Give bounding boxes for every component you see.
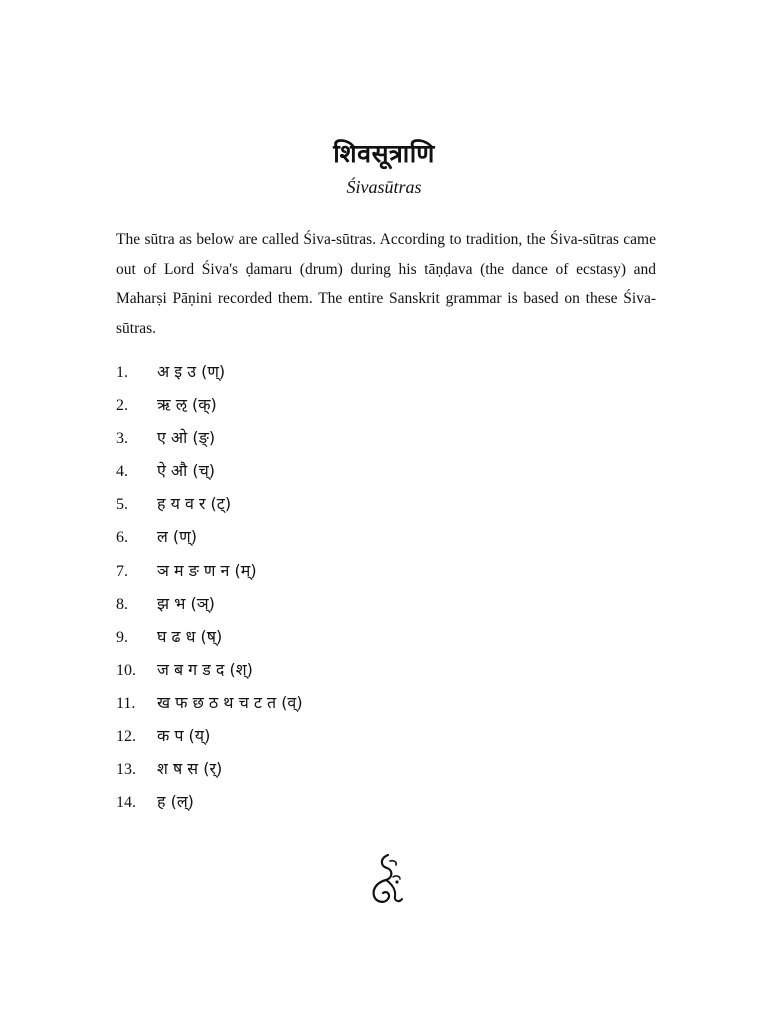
sutra-text: क प (य्) [157, 726, 211, 746]
sutra-number: 5. [116, 496, 128, 514]
sutra-text: श ष स (र्) [157, 759, 223, 779]
sutra-item [116, 625, 303, 658]
page-subtitle: Śivasūtras [346, 177, 422, 197]
sutra-item [116, 393, 303, 426]
sutra-text: ज ब ग ड द (श्) [157, 659, 253, 679]
sutra-text: घ ढ ध (ष्) [157, 626, 223, 646]
sutra-text: अ इ उ (ण्) [157, 362, 226, 381]
sutra-number: 10. [116, 661, 136, 679]
sutra-number: 8. [116, 595, 128, 613]
sutra-item [116, 691, 303, 724]
sutra-item [116, 658, 303, 691]
sutra-number: 3. [116, 430, 128, 448]
sutra-number: 7. [116, 562, 128, 580]
sutra-number: 4. [116, 463, 128, 481]
sutra-number: 1. [116, 364, 128, 381]
sutra-item [116, 492, 303, 525]
sutra-number: 14. [116, 794, 136, 812]
sutra-text: ऋ ऌ (क्) [157, 395, 217, 415]
sutra-item [116, 757, 303, 790]
sutra-text: ह य व र (ट्) [157, 494, 232, 514]
sutra-number: 12. [116, 728, 136, 746]
sutra-item [116, 360, 303, 393]
sutra-text: ह (ल्) [157, 792, 194, 812]
page-title: शिवसूत्राणि [333, 139, 435, 168]
sutra-item [116, 592, 303, 625]
sutra-number: 13. [116, 761, 136, 779]
sutra-item [116, 426, 303, 459]
sutra-text: ए ओ (ङ्) [157, 428, 216, 448]
sutra-number: 9. [116, 628, 128, 646]
sutra-item [116, 459, 303, 492]
sutra-number: 2. [116, 397, 128, 415]
ganesha-om-icon [366, 852, 406, 906]
sutra-list [116, 360, 303, 823]
sutra-text: झ भ (ञ्) [157, 593, 215, 613]
intro-paragraph: The sūtra as below are called Śiva-sūtras. According to tradition, the Śiva-sūtras came out of Lord Śiva's ḍamaru (drum) during his tāṇḍava (the dance of ecstasy) and Maharṣi Pāṇini recorded them. The entire Sanskrit grammar is based on these Śiva-sūtras. [116, 231, 656, 337]
sutra-text: ख फ छ ठ थ च ट त (व्) [157, 692, 303, 712]
sutra-item [116, 724, 303, 757]
sutra-item [116, 790, 303, 823]
sutra-item [116, 559, 303, 592]
sutra-number: 11. [116, 694, 136, 712]
sutra-number: 6. [116, 529, 128, 547]
sutra-text: ऐ औ (च्) [157, 461, 216, 481]
sutra-text: ल (ण्) [157, 527, 197, 547]
sutra-item [116, 525, 303, 558]
sutra-text: ञ म ङ ण न (म्) [157, 560, 257, 580]
